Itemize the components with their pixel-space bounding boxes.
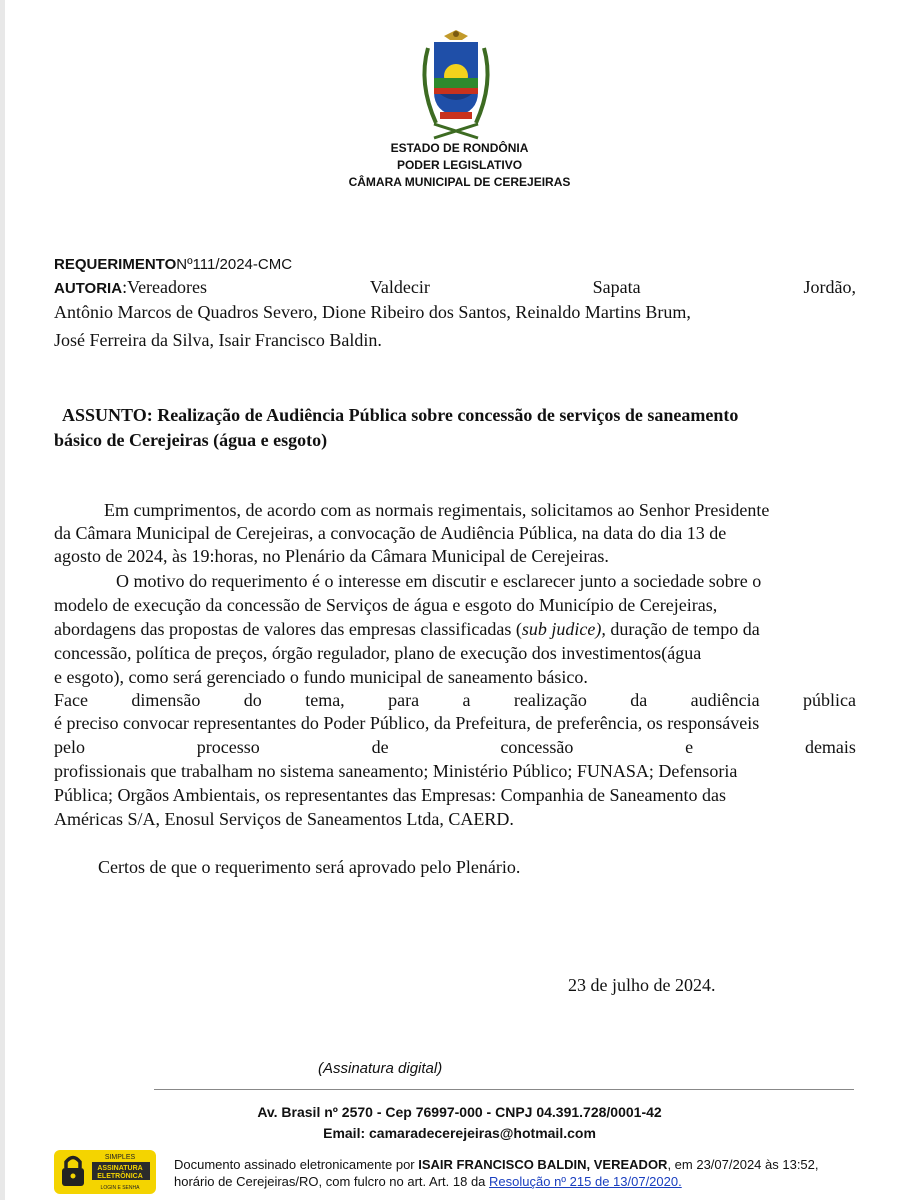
body-p3-line-3 [54,737,856,758]
requerimento-label: REQUERIMENTO [54,256,177,273]
body-p1-line-1: Em cumprimentos, de acordo com as normais regimentais, solicitamos ao Senhor Presidente [104,500,770,520]
state-name: ESTADO DE RONDÔNIA [390,141,529,155]
body-word: de [371,737,389,757]
autoria-word: :Vereadores [122,277,208,297]
footer-address: Av. Brasil nº 2570 - Cep 76997-000 - CNPJ 04.391.728/0001-42 [257,1104,662,1120]
body-word: pelo [54,737,85,757]
electronic-signature-stamp [54,1150,156,1194]
footer-divider [154,1089,854,1090]
autoria-start [54,277,207,298]
signature-notice-prefix: Documento assinado eletronicamente por [174,1157,419,1172]
body-p2-line-1: O motivo do requerimento é o interesse em discutir e esclarecer junto a sociedade sobre o [116,571,762,591]
body-p1-line-2: da Câmara Municipal de Cerejeiras, a convocação de Audiência Pública, na data do dia 13 de [54,523,727,543]
body-p4: Certos de que o requerimento será aprovado pelo Plenário. [98,857,521,877]
body-word: demais [804,737,856,757]
body-p2-line-3 [54,619,760,640]
stamp-text-2: ASSINATURA [97,1165,143,1172]
assunto-line-2: básico de Cerejeiras (água e esgoto) [54,430,328,450]
stamp-text-3: ELETRÔNICA [97,1173,143,1180]
sub-judice-text: sub judice), [521,619,606,639]
body-word: audiência [690,690,760,710]
body-word: pública [803,690,856,710]
autoria-word: Jordão, [803,277,856,297]
autoria-line-2: Antônio Marcos de Quadros Severo, Dione Ribeiro dos Santos, Reinaldo Martins Brum, [54,302,691,322]
requerimento-line [54,256,292,274]
assunto-line-1: ASSUNTO: Realização de Audiência Pública sobre concessão de serviços de saneamento [62,405,739,425]
body-p3-line-5: Pública; Orgãos Ambientais, os representantes das Empresas: Companhia de Saneamento das [54,785,727,805]
body-p1-line-3: agosto de 2024, às 19:horas, no Plenário da Câmara Municipal de Cerejeiras. [54,546,609,566]
autoria-word: Valdecir [369,277,430,297]
autoria-label: AUTORIA [54,280,123,297]
body-word: dimensão [131,690,201,710]
body-word: realização [513,690,587,710]
power-name: PODER LEGISLATIVO [396,158,523,172]
body-p2-line-2: modelo de execução da concessão de Serviços de água e esgoto do Município de Cerejeiras, [54,595,718,615]
body-p2-line-4: concessão, política de preços, órgão regulador, plano de execução dos investimentos(água [54,643,702,663]
signature-notice-middle: , em 23/07/2024 às 13:52, horário de Cerejeiras/RO, com fulcro no art. Art. 18 da [174,1157,819,1189]
stamp-text-1: SIMPLES [104,1154,136,1161]
chamber-name: CÂMARA MUNICIPAL DE CEREJEIRAS [348,175,571,189]
body-word: da [630,690,648,710]
body-word: a [462,690,471,710]
autoria-line-3: José Ferreira da Silva, Isair Francisco Baldin. [54,330,382,350]
digital-signature-label: (Assinatura digital) [318,1060,443,1077]
document-date: 23 de julho de 2024. [568,975,716,995]
body-p2-line-5: e esgoto), como será gerenciado o fundo municipal de saneamento básico. [54,667,588,687]
signer-name: ISAIR FRANCISCO BALDIN, VEREADOR [418,1157,668,1172]
body-word: processo [196,737,260,757]
resolution-link[interactable]: Resolução nº 215 de 13/07/2020. [489,1174,682,1189]
body-word: Face [54,690,88,710]
requerimento-number: Nº111/2024-CMC [176,256,293,273]
footer-email: Email: camaradecerejeiras@hotmail.com [323,1125,596,1141]
body-p3-line-2: é preciso convocar representantes do Poder Público, da Prefeitura, de preferência, os responsáveis [54,713,760,733]
coat-of-arms-emblem [414,28,498,140]
autoria-line-1 [54,277,856,298]
body-word: concessão [500,737,574,757]
body-word: tema, [305,690,345,710]
autoria-word: Sapata [592,277,641,297]
body-p3-line-1 [54,690,856,711]
body-word: para [388,690,420,710]
body-text: duração de tempo da [605,619,760,639]
body-word: do [243,690,262,710]
body-p3-line-4: profissionais que trabalham no sistema saneamento; Ministério Público; FUNASA; Defensoria [54,761,738,781]
body-word: e [685,737,694,757]
institution-header [0,140,919,191]
body-text: abordagens das propostas de valores das empresas classificadas ( [54,619,522,639]
stamp-text-4: LOGIN E SENHA [100,1185,140,1191]
body-p3-line-6: Américas S/A, Enosul Serviços de Saneamentos Ltda, CAERD. [54,809,514,829]
signature-notice [174,1156,860,1190]
